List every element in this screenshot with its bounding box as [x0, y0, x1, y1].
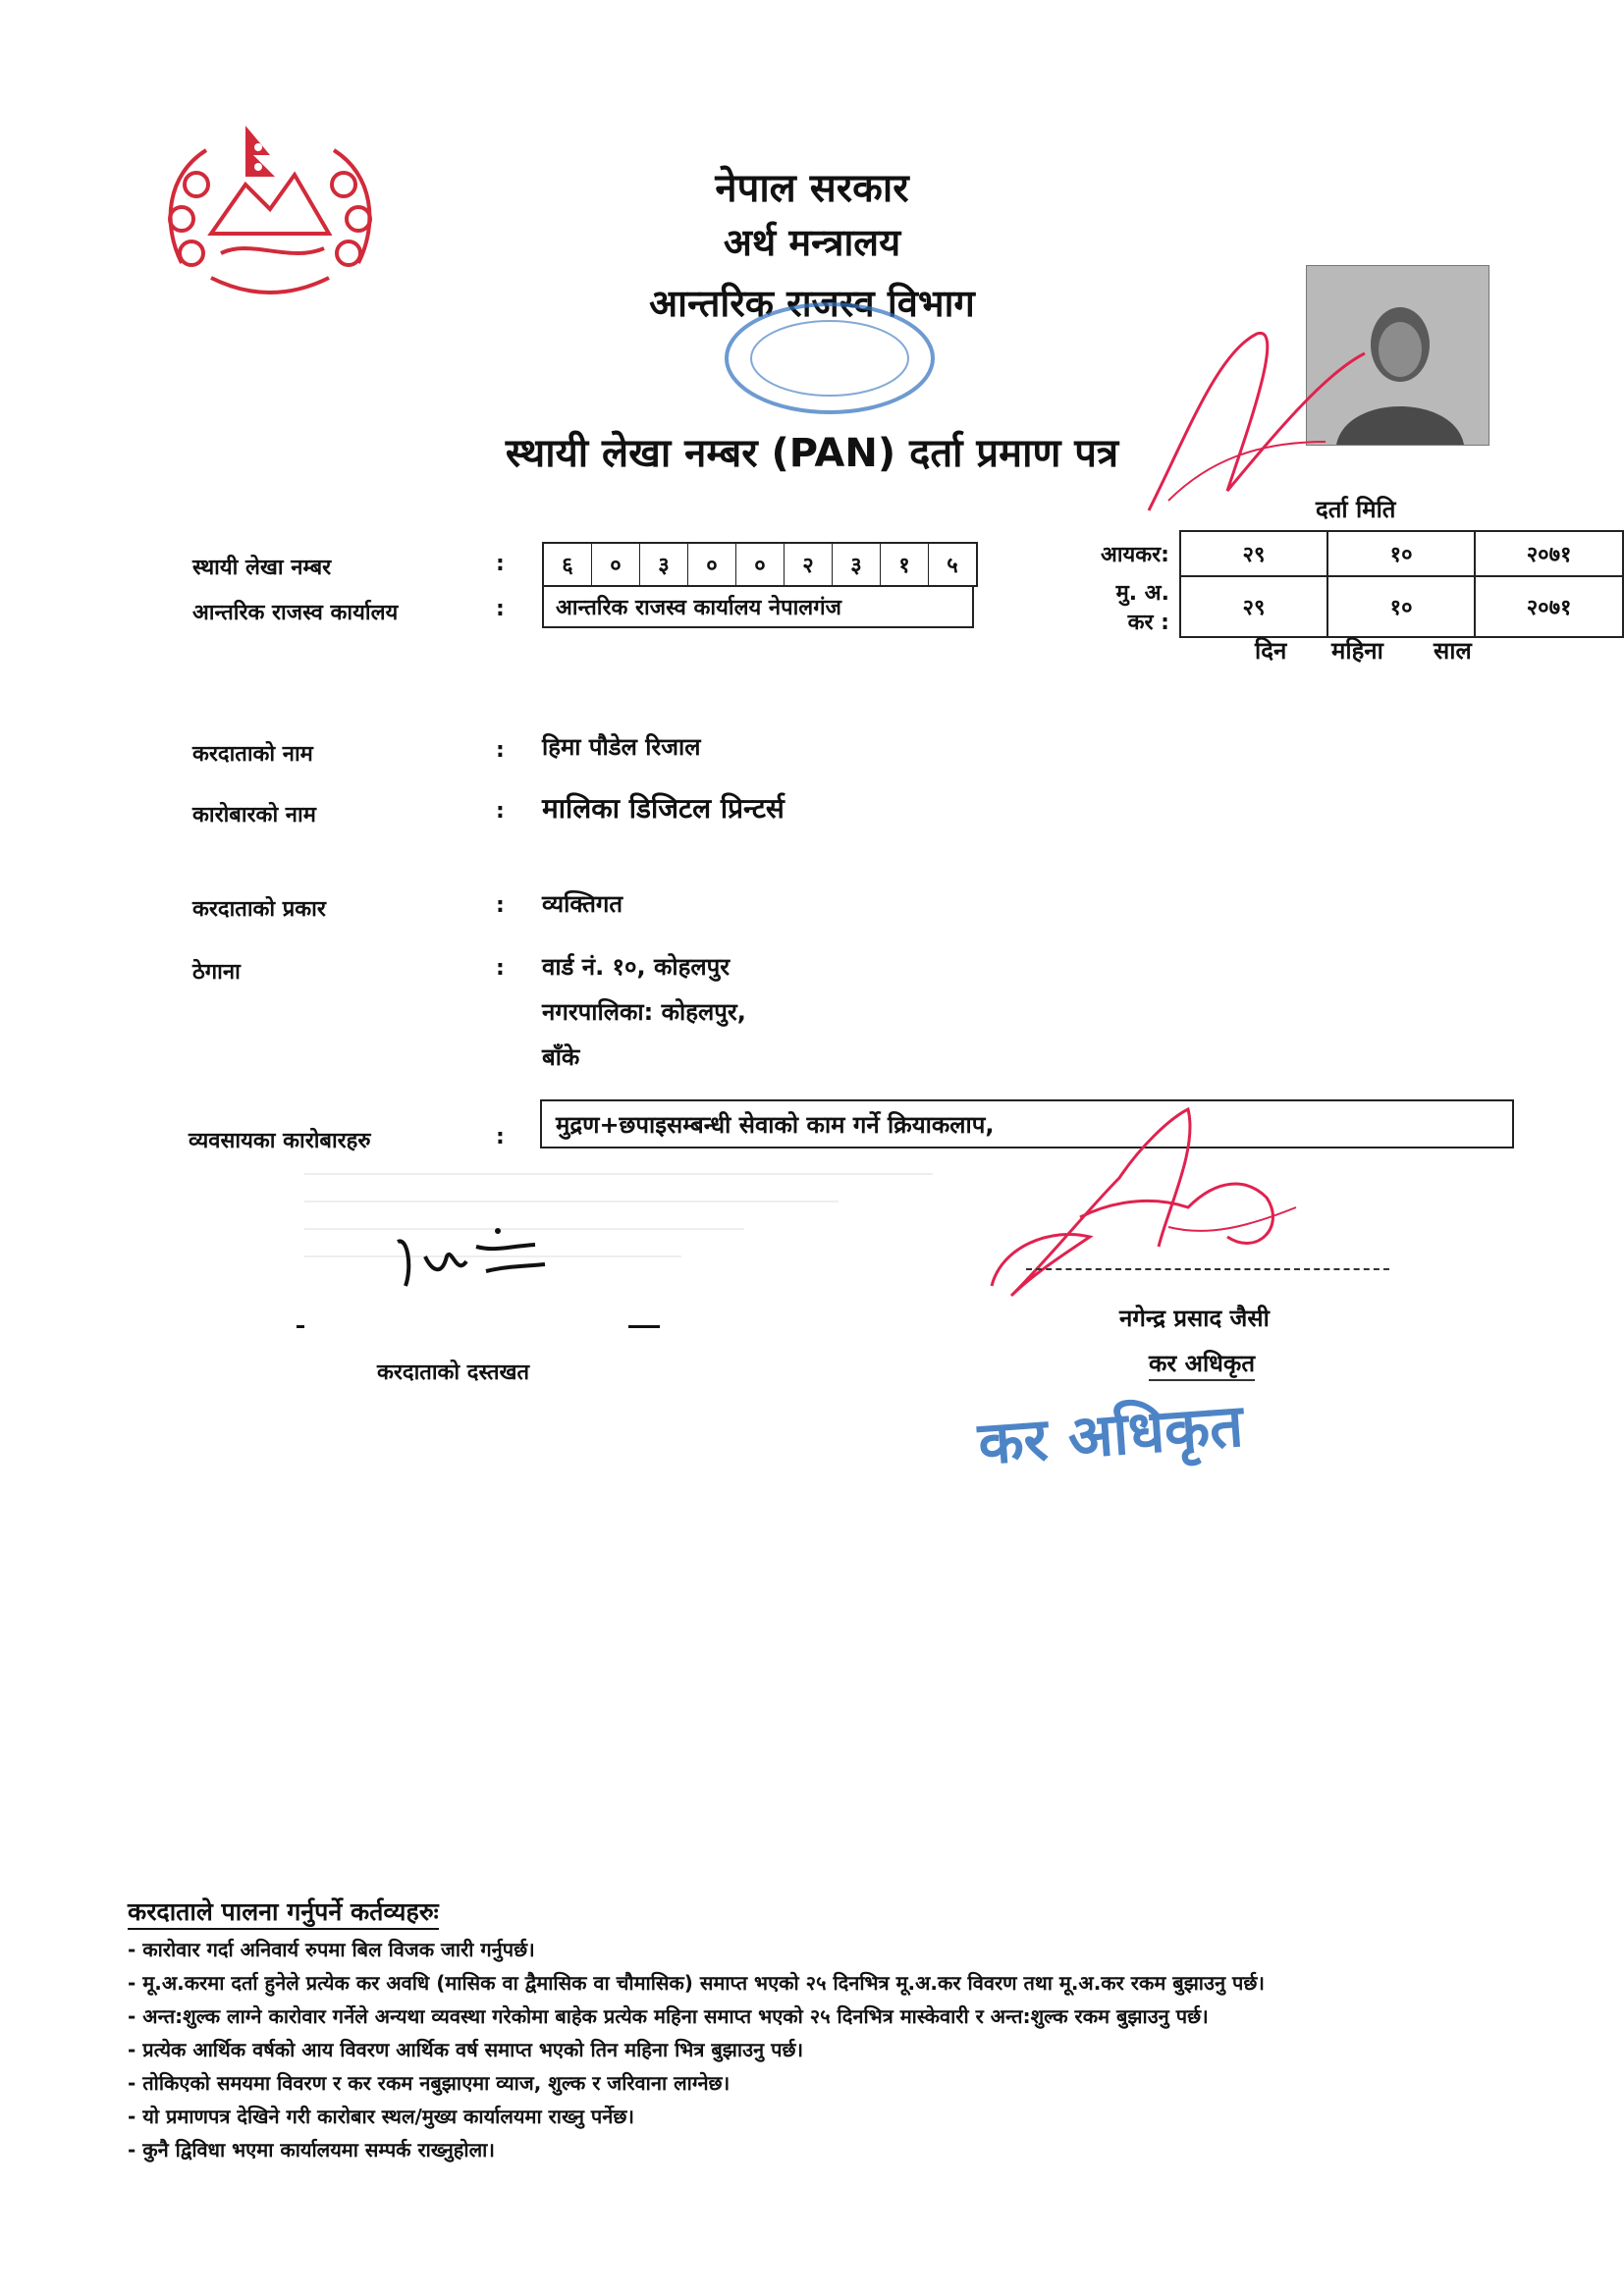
income-tax-month: १०: [1327, 531, 1475, 576]
duty-item: - तोकिएको समयमा विवरण र कर रकम नबुझाएमा व्याज, शुल्क र जरिवाना लाग्नेछ।: [128, 2071, 731, 2095]
duty-item: - कारोवार गर्दा अनिवार्य रुपमा बिल विजक जारी गर्नुपर्छ।: [128, 1938, 535, 1961]
business-activities-label: व्यवसायका कारोबारहरु: [189, 1129, 371, 1153]
vat-year: २०७१: [1475, 576, 1623, 637]
pan-number-box: [542, 542, 978, 587]
office-value-box: आन्तरिक राजस्व कार्यालय नेपालगंज: [542, 585, 974, 628]
duty-item: - मू.अ.करमा दर्ता हुनेले प्रत्येक कर अवधि (मासिक वा द्वैमासिक वा चौमासिक) समाप्त भएको २५ दिनभित्र मू.अ.कर विवरण तथा मू.अ.कर रकम बुझाउनु पर्छ।: [128, 1971, 1265, 1995]
vat-day: २९: [1180, 576, 1327, 637]
department-stamp-icon: [717, 294, 943, 422]
business-name-colon: :: [496, 799, 505, 824]
certificate-title: स्थायी लेखा नम्बर (PAN) दर्ता प्रमाण पत्र: [505, 431, 1119, 476]
pan-label: स्थायी लेखा नम्बर: [192, 556, 332, 580]
column-year: साल: [1434, 637, 1472, 665]
address-line-1: वार्ड नं. १०, कोहलपुर: [542, 953, 731, 981]
taxpayer-type: व्यक्तिगत: [542, 890, 623, 918]
department-name: आन्तरिक राजस्व विभाग: [649, 281, 975, 325]
business-activities-box: मुद्रण+छपाइसम्बन्धी सेवाको काम गर्ने क्रियाकलाप,: [540, 1099, 1514, 1148]
ministry-name: अर्थ मन्त्रालय: [723, 220, 901, 264]
registration-date-table: [1100, 530, 1624, 638]
vat-date-row: [1100, 576, 1623, 637]
office-label: आन्तरिक राजस्व कार्यालय: [192, 601, 399, 625]
signature-line-end: [628, 1325, 660, 1328]
officer-name: नगेन्द्र प्रसाद जैसी: [1119, 1305, 1270, 1332]
address-line-3: बाँके: [542, 1043, 580, 1071]
income-tax-date-row: [1100, 531, 1623, 576]
officer-title: कर अधिकृत: [1149, 1347, 1255, 1381]
address-line-2: नगरपालिका: कोहलपुर,: [542, 998, 746, 1026]
pan-digit: ३: [640, 544, 688, 585]
pan-digit: २: [785, 544, 833, 585]
pan-digit: ३: [833, 544, 881, 585]
office-colon: :: [496, 597, 505, 621]
officer-signature-line: [1026, 1268, 1389, 1270]
taxpayer-type-label: करदाताको प्रकार: [192, 897, 326, 922]
business-name: मालिका डिजिटल प्रिन्टर्स: [542, 792, 785, 825]
pan-colon: :: [496, 552, 505, 576]
signature-line-start: [297, 1325, 304, 1328]
vat-label: मु. अ. कर :: [1115, 581, 1169, 635]
address-colon: :: [496, 956, 505, 981]
address-label: ठेगाना: [192, 960, 241, 985]
officer-title-stamp: कर अधिकृत: [976, 1391, 1246, 1479]
pan-digit: ०: [688, 544, 736, 585]
taxpayer-type-colon: :: [496, 893, 505, 918]
income-tax-day: २९: [1180, 531, 1327, 576]
pan-digit: ०: [736, 544, 785, 585]
pan-digit: ०: [592, 544, 640, 585]
business-name-label: कारोबारको नाम: [192, 803, 316, 828]
pan-digit: ६: [544, 544, 592, 585]
income-tax-label: आयकर:: [1101, 543, 1169, 567]
duty-item: - प्रत्येक आर्थिक वर्षको आय विवरण आर्थिक वर्ष समाप्त भएको तिन महिना भित्र बुझाउनु पर्छ।: [128, 2038, 804, 2061]
taxpayer-name-colon: :: [496, 738, 505, 763]
government-name: नेपाल सरकार: [715, 165, 909, 211]
column-month: महिना: [1331, 637, 1383, 665]
column-day: दिन: [1255, 637, 1287, 665]
pan-digit: ५: [947, 554, 958, 578]
registration-date-heading: दर्ता मिति: [1316, 496, 1396, 523]
taxpayer-name: हिमा पौडेल रिजाल: [542, 733, 701, 761]
duties-heading: करदाताले पालना गर्नुपर्ने कर्तव्यहरुः: [128, 1895, 439, 1930]
vat-month: १०: [1327, 576, 1475, 637]
taxpayer-signature-label: करदाताको दस्तखत: [377, 1361, 530, 1385]
duty-item: - अन्त:शुल्क लाग्ने कारोवार गर्नेले अन्यथा व्यवस्था गरेकोमा बाहेक प्रत्येक महिना समाप्त भएको २५ दिनभित्र मास्केवारी र अन्त:शुल्क रकम बुझाउनु पर्छ।: [128, 2004, 1209, 2028]
taxpayer-signature-icon: [388, 1217, 555, 1296]
officer-signature-icon: [972, 1090, 1326, 1325]
business-activities-colon: :: [496, 1125, 505, 1149]
pan-digit: १: [881, 544, 929, 585]
duty-item: - कुनै द्विविधा भएमा कार्यालयमा सम्पर्क राख्नुहोला।: [128, 2138, 495, 2162]
taxpayer-name-label: करदाताको नाम: [192, 742, 313, 767]
income-tax-year: २०७१: [1475, 531, 1623, 576]
duty-item: - यो प्रमाणपत्र देखिने गरी कारोबार स्थल/मुख्य कार्यालयमा राख्नु पर्नेछ।: [128, 2105, 634, 2128]
